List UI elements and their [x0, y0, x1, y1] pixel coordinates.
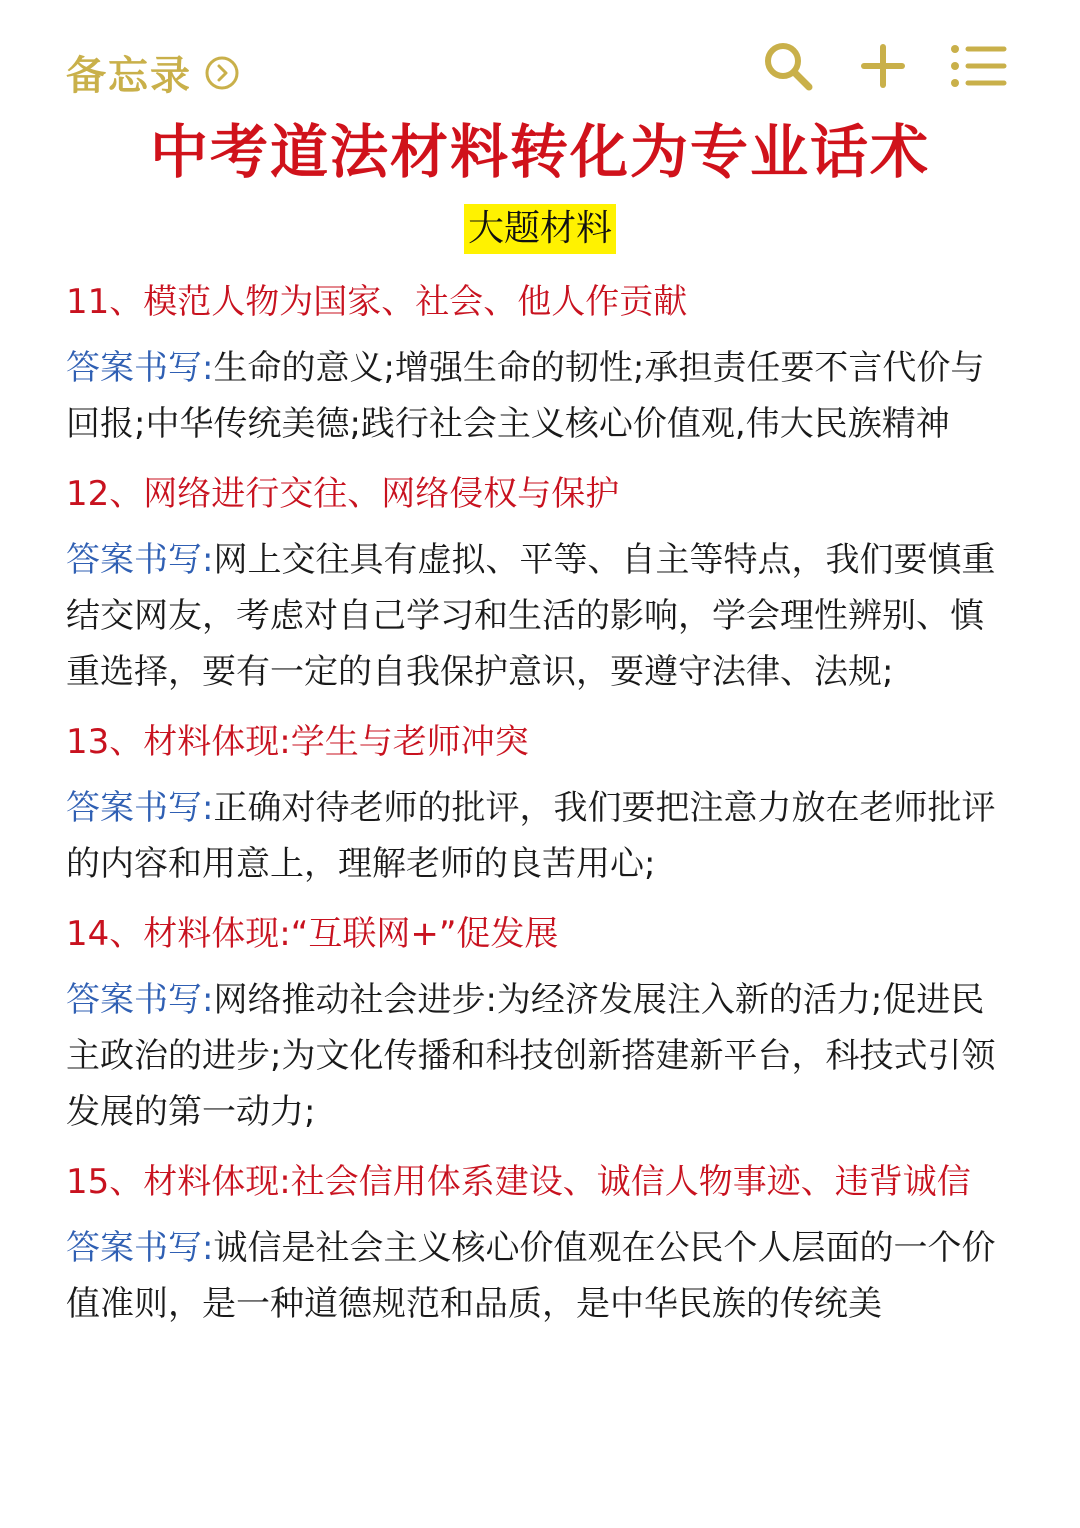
page-title: 中考道法材料转化为专业话术 — [149, 118, 930, 186]
back-to-notes[interactable] — [66, 44, 240, 101]
answer-text: 生命的意义;增强生命的韧性;承担责任要不言代价与回报;中华传统美德;践行社会主义核心价值观,伟大民族精神 — [66, 348, 985, 444]
item-answer — [66, 1220, 1014, 1332]
answer-label: 答案书写: — [66, 540, 214, 580]
answer-text: 正确对待老师的批评，我们要把注意力放在老师批评的内容和用意上，理解老师的良苦用心; — [66, 788, 996, 884]
answer-text: 网上交往具有虚拟、平等、自主等特点，我们要慎重结交网友，考虑对自己学习和生活的影响，学会理性辨别、慎重选择，要有一定的自我保护意识，要遵守法律、法规; — [66, 540, 996, 692]
item-heading: 15、材料体现:社会信用体系建设、诚信人物事迹、违背诚信 — [66, 1162, 971, 1202]
item-heading: 12、网络进行交往、网络侵权与保护 — [66, 474, 620, 514]
note-item — [66, 274, 1014, 452]
answer-label: 答案书写: — [66, 980, 214, 1020]
search-icon[interactable] — [760, 38, 816, 94]
answer-text: 诚信是社会主义核心价值观在公民个人层面的一个价值准则，是一种道德规范和品质，是中华民族的传统美 — [66, 1228, 996, 1324]
note-item — [66, 1154, 1014, 1332]
note-item — [66, 466, 1014, 700]
answer-text: 网络推动社会进步:为经济发展注入新的活力;促进民主政治的进步;为文化传播和科技创新搭建新平台，科技式引领发展的第一动力; — [66, 980, 996, 1132]
item-answer — [66, 340, 1014, 452]
answer-label: 答案书写: — [66, 788, 214, 828]
app-title-label: 备忘录 — [66, 53, 192, 99]
item-heading: 14、材料体现:“互联网+”促发展 — [66, 914, 559, 954]
plus-icon[interactable] — [860, 43, 906, 89]
item-answer — [66, 532, 1014, 700]
note-content[interactable] — [0, 274, 1080, 1332]
answer-label: 答案书写: — [66, 348, 214, 388]
note-item — [66, 906, 1014, 1140]
note-item — [66, 714, 1014, 892]
item-heading: 13、材料体现:学生与老师冲突 — [66, 722, 529, 762]
item-heading: 11、模范人物为国家、社会、他人作贡献 — [66, 282, 688, 322]
top-bar — [0, 0, 1080, 110]
item-answer — [66, 780, 1014, 892]
section-subtitle: 大题材料 — [464, 204, 616, 254]
answer-label: 答案书写: — [66, 1228, 214, 1268]
item-answer — [66, 972, 1014, 1140]
list-icon[interactable] — [950, 43, 1008, 89]
chevron-right-circle-icon — [204, 55, 240, 91]
